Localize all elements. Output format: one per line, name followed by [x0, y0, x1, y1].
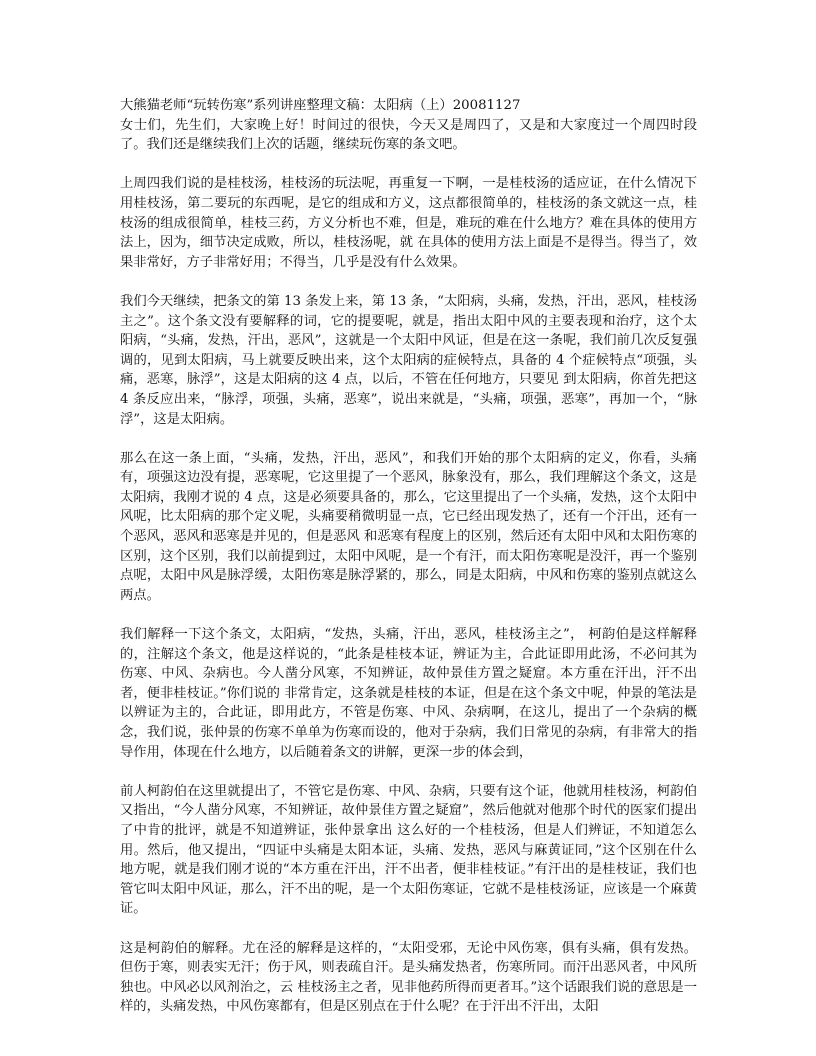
paragraph-wind-cold-distinction: 那么在这一条上面，“头痛，发热，汗出，恶风”，和我们开始的那个太阳病的定义，你看，头痛有，项强这边没有提，恶寒呢，它这里提了一个恶风，脉象没有，那么，我们理解这个条文，这是太阳病，我刚才说的 4 点，这是必须要具备的，那么，它这里提出了一个头痛，发热，这个太阳中风呢，比太阳病的那个定义呢，头痛要稍微明显一点，它已经出现发热了，还有一个汗出，还有一个恶风，恶风和恶寒是并见的，但是恶风 和恶寒有程度上的区别，然后还有太阳中风和太阳伤寒的区别，这个区别，我们以前提到过，太阳中风呢，是一个有汗，而太阳伤寒呢是没汗，再一个鉴别点呢，太阳中风是脉浮缓，太阳伤寒是脉浮紧的，那么，同是太阳病，中风和伤寒的鉴别点就这么两点。	[120, 450, 697, 603]
paragraph-greeting: 女士们，先生们，大家晚上好！时间过的很快，今天又是周四了，又是和大家度过一个周四时段了。我们还是继续我们上次的话题，继续玩伤寒的条文吧。	[120, 117, 697, 153]
paragraph-article-13: 我们今天继续，把条文的第 13 条发上来，第 13 条，“太阳病，头痛，发热，汗出，恶风，桂枝汤主之”。这个条文没有要解释的词，它的提要呢，就是，指出太阳中风的主要表现和治疗，这个太阳病，“头痛，发热，汗出，恶风”，这就是一个太阳中风证，但是在这一条呢，我们前几次反复强调的，见到太阳病，马上就要反映出来，这个太阳病的症候特点，具备的 4 个症候特点“项强，头痛，恶寒，脉浮”，这是太阳病的这 4 点，以后，不管在任何地方，只要见 到太阳病，你首先把这 4 条反应出来，“脉浮，项强，头痛，恶寒”，说出来就是，“头痛，项强，恶寒”，再加一个，“脉浮”，这是太阳病。	[120, 293, 697, 427]
paragraph-ke-yunbo-critique: 前人柯韵伯在这里就提出了，不管它是伤寒、中风、杂病，只要有这个证，他就用桂枝汤，柯韵伯又指出，“今人凿分风寒，不知辨证，故仲景佳方置之疑窟”，然后他就对他那个时代的医家们提出了中肯的批评，就是不知道辨证，张仲景拿出 这么好的一个桂枝汤，但是人们辨证，不知道怎么用。然后，他又提出，“四证中头痛是太阳本证，头痛、发热，恶风与麻黄证同，”这个区别在什么地方呢，就是我们刚才说的“本方重在汗出，汗不出者，便非桂枝证。”有汗出的是桂枝证，我们也管它叫太阳中风证，那么，汗不出的呢，是一个太阳伤寒证，它就不是桂枝汤证，应该是一个麻黄证。	[120, 783, 697, 917]
paragraph-ke-yunbo-explanation: 我们解释一下这个条文，太阳病，“发热，头痛，汗出，恶风，桂枝汤主之”， 柯韵伯是这样解释的，注解这个条文，他是这样说的，“此条是桂枝本证，辨证为主，合此证即用此汤，不必问其为伤寒、中风、杂病也。今人凿分风寒，不知辨证，故仲景佳方置之疑窟。本方重在汗出，汗不出者，便非桂枝证。”你们说的 非常肯定，这条就是桂枝的本证，但是在这个条文中呢，仲景的笔法是以辨证为主的，合此证，即用此方，不管是伤寒、中风、杂病啊，在这儿，提出了一个杂病的概念，我们说，张仲景的伤寒不单单为伤寒而设的，他对于杂病，我们日常见的杂病，有非常大的指导作用，体现在什么地方，以后随着条文的讲解，更深一步的体会到，	[120, 627, 697, 760]
paragraph-you-zaijing-explanation: 这是柯韵伯的解释。尤在泾的解释是这样的，“太阳受邪，无论中风伤寒，俱有头痛，俱有发热。但伤于寒，则表实无汗；伤于风，则表疏自汗。是头痛发热者，伤寒所同。而汗出恶风者，中风所独也。中风必以风剂治之，云 桂枝汤主之者，见非他药所得而更者耳。”这个话跟我们说的意思是一样的，头痛发热，中风伤寒都有，但是区别点在于什么呢？在于汗出不汗出，太阳	[120, 940, 697, 1015]
document-title: 大熊猫老师“玩转伤寒”系列讲座整理文稿：太阳病（上）20081127	[120, 98, 521, 113]
document-page	[120, 96, 697, 1037]
paragraph-guizhi-review: 上周四我们说的是桂枝汤，桂枝汤的玩法呢，再重复一下啊，一是桂枝汤的适应证，在什么情况下用桂枝汤，第二要玩的东西呢，是它的组成和方义，这点都很简单的，桂枝汤的条文就这一点，桂枝汤的组成很简单，桂枝三药，方义分析也不难，但是，难玩的难在什么地方？难在具体的使用方法上，因为，细节决定成败，所以，桂枝汤呢，就 在具体的使用方法上面是不是得当。得当了，效果非常好，方子非常好用；不得当，几乎是没有什么效果。	[120, 176, 697, 270]
